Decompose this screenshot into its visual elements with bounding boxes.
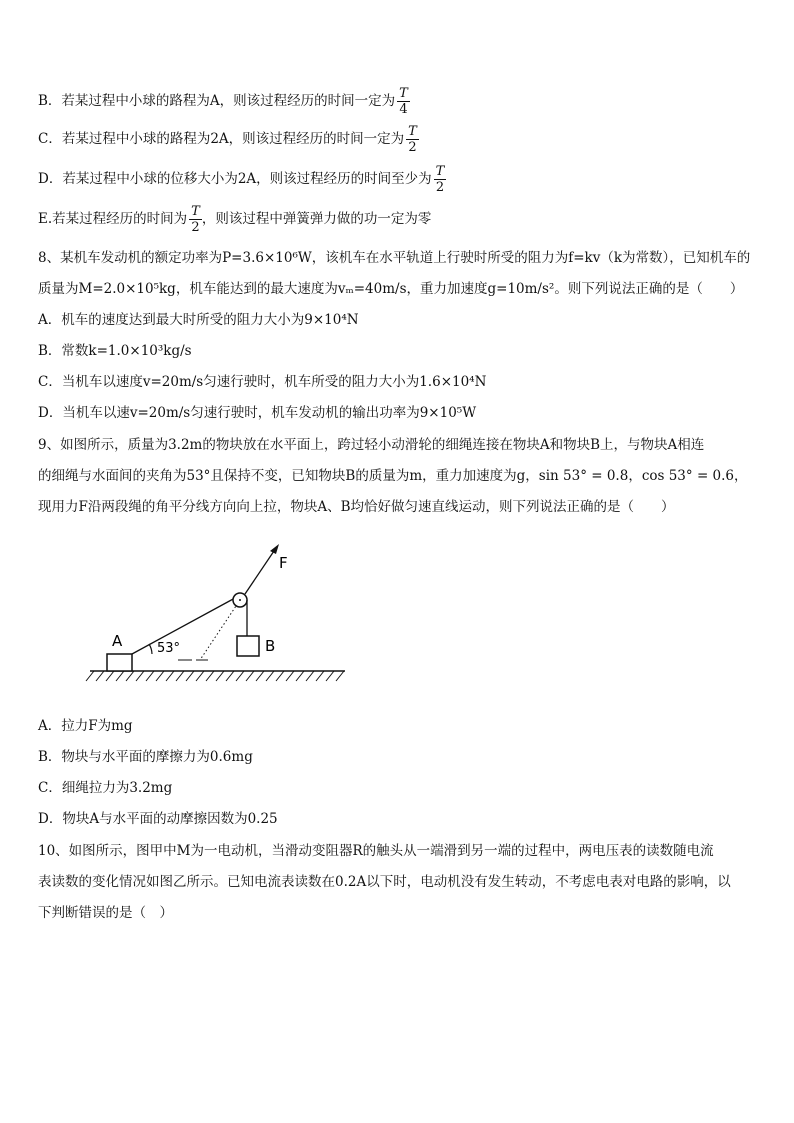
q7-option-c (38, 124, 419, 155)
q7-option-d (38, 164, 446, 195)
pulley-diagram (80, 538, 355, 688)
q9-stem-line-1: 9、如图所示，质量为3.2m的物块放在水平面上，跨过轻小动滑轮的细绳连接在物块A和物块B上，与物块A相连 (38, 437, 705, 453)
fraction-numerator: T (408, 124, 417, 139)
q10-stem-line-2: 表读数的变化情况如图乙所示。已知电流表读数在0.2A以下时，电动机没有发生转动，不考虑电表对电路的影响，以 (38, 874, 731, 890)
fraction-numerator: T (191, 204, 200, 219)
fraction-denominator: 4 (399, 102, 408, 117)
q7-option-d-text: D．若某过程中小球的位移大小为2A，则该过程经历的时间至少为 (38, 171, 432, 187)
q8-stem-line-2: 质量为M=2.0×10⁵kg，机车能达到的最大速度为vₘ=40m/s，重力加速度g=10m/s²。则下列说法正确的是（ ） (38, 281, 744, 297)
bisector-dotted-line (200, 600, 240, 660)
q9-stem-line-3: 现用力F沿两段绳的角平分线方向向上拉，物块A、B均恰好做匀速直线运动，则下列说法正确的是（ ） (38, 499, 675, 515)
block-b-label: B (265, 637, 276, 655)
block-a (107, 654, 132, 671)
fraction-numerator: T (435, 164, 445, 179)
rope-a (132, 598, 235, 654)
q9-option-d: D．物块A与水平面的动摩擦因数为0.25 (38, 811, 278, 827)
fraction-t-over-2 (189, 204, 202, 235)
q9-option-a: A．拉力F为mg (38, 718, 133, 734)
q9-option-c: C．细绳拉力为3.2mg (38, 780, 173, 796)
fraction-denominator: 2 (191, 220, 200, 235)
fraction-denominator: 2 (435, 180, 445, 195)
pulley-axle (239, 599, 241, 601)
fraction-t-over-4 (397, 86, 410, 117)
q7-option-e-text-pre: E.若某过程经历的时间为 (38, 211, 188, 227)
q10-stem-line-3: 下判断错误的是（ ） (38, 905, 173, 921)
q10-stem-line-1: 10、如图所示，图甲中M为一电动机，当滑动变阻器R的触头从一端滑到另一端的过程中，两电压表的读数随电流 (38, 843, 714, 859)
q7-option-e (38, 204, 431, 235)
q7-option-b-text: B．若某过程中小球的路程为A，则该过程经历的时间一定为 (38, 93, 396, 109)
q7-option-e-text-post: ，则该过程中弹簧弹力做的功一定为零 (201, 211, 432, 227)
q8-stem-line-1: 8、某机车发动机的额定功率为P=3.6×10⁶W，该机车在水平轨道上行驶时所受的阻力为f=kv（k为常数），已知机车的 (38, 250, 751, 266)
fraction-numerator: T (399, 86, 408, 101)
fraction-denominator: 2 (408, 140, 417, 155)
q7-option-b (38, 86, 410, 117)
q8-option-c: C．当机车以速度v=20m/s匀速行驶时，机车所受的阻力大小为1.6×10⁴N (38, 374, 487, 390)
force-f-arrow (245, 548, 276, 594)
fraction-t-over-2 (406, 124, 419, 155)
force-f-arrowhead (270, 544, 279, 554)
q8-option-a: A．机车的速度达到最大时所受的阻力大小为9×10⁴N (38, 312, 359, 328)
fraction-t-over-2 (434, 164, 447, 195)
block-b (237, 636, 259, 656)
angle-arc (149, 644, 152, 654)
q8-option-b: B．常数k=1.0×10³kg/s (38, 343, 192, 359)
q7-option-c-text: C．若某过程中小球的路程为2A，则该过程经历的时间一定为 (38, 131, 405, 147)
q9-option-b: B．物块与水平面的摩擦力为0.6mg (38, 749, 253, 765)
block-a-label: A (112, 632, 123, 650)
angle-label: 53° (157, 641, 181, 656)
force-f-label: F (279, 554, 288, 572)
q9-stem-line-2: 的细绳与水面间的夹角为53°且保持不变，已知物块B的质量为m，重力加速度为g，sin 53° = 0.8，cos 53° = 0.6， (38, 468, 748, 484)
ground-hatching (86, 671, 344, 681)
q8-option-d: D．当机车以速v=20m/s匀速行驶时，机车发动机的输出功率为9×10⁵W (38, 405, 477, 421)
